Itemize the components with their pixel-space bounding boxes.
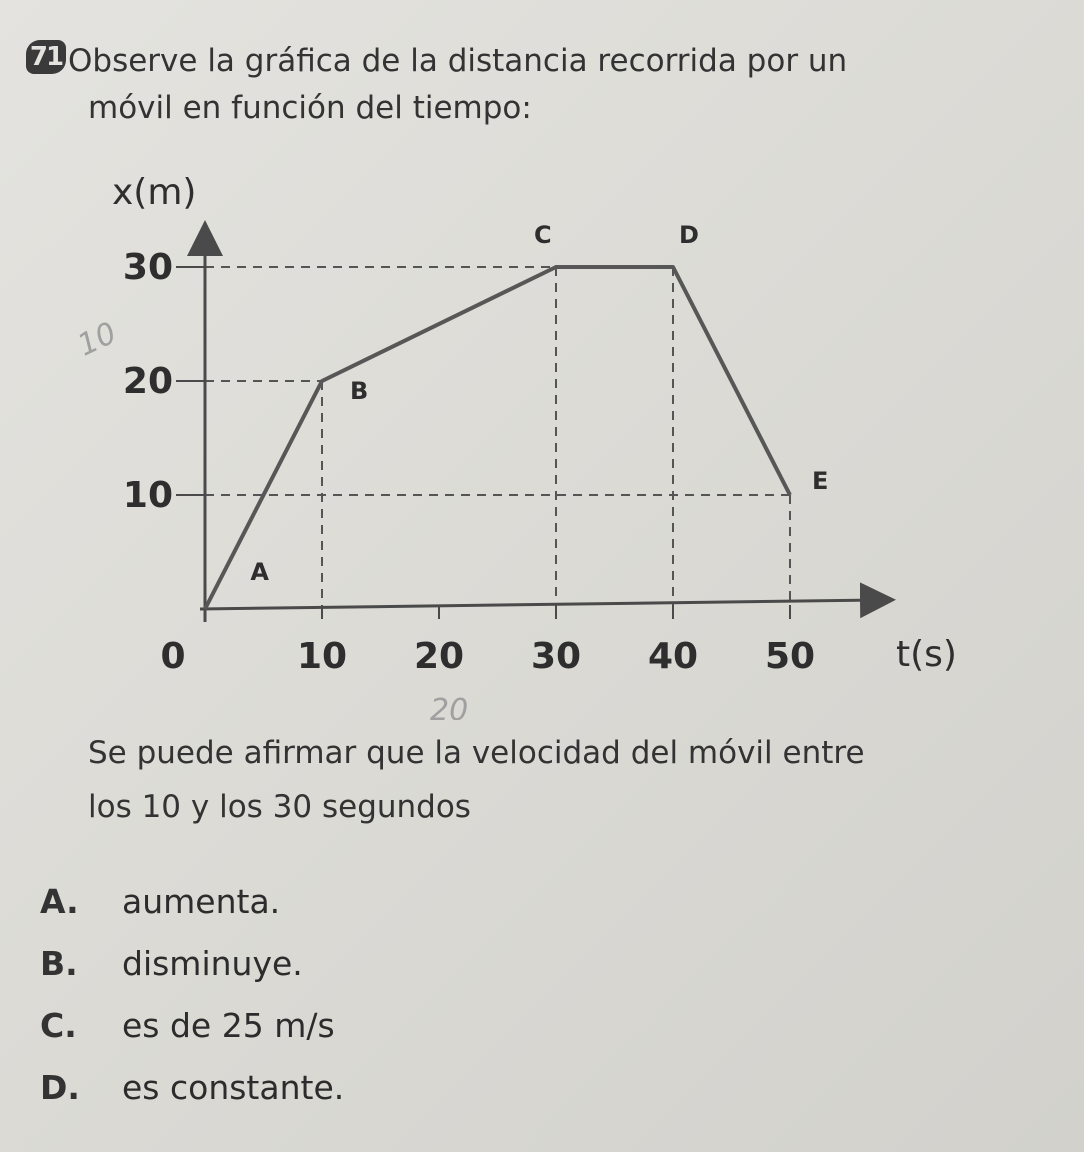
option-text: aumenta. [122, 882, 281, 921]
x-tick-label: 50 [764, 636, 816, 677]
y-axis-label: x(m) [112, 172, 197, 213]
x-tick-label: 20 [413, 636, 465, 677]
stem-line-2: móvil en función del tiempo: [88, 90, 532, 126]
question-stem [68, 38, 1058, 132]
option-letter: B. [40, 944, 78, 983]
option-letter: A. [40, 882, 79, 921]
distance-time-graph [0, 160, 1084, 720]
option-text: es constante. [122, 1068, 345, 1107]
option-a[interactable] [40, 882, 640, 921]
x-axis-label: t(s) [896, 634, 957, 675]
x-tick-label: 0 [160, 636, 186, 677]
option-b[interactable] [40, 944, 640, 983]
option-letter: C. [40, 1006, 77, 1045]
y-tick-label: 20 [122, 361, 173, 402]
distance-series-line [205, 267, 790, 609]
point-label-c: C [534, 221, 552, 249]
question-number: 71 [26, 40, 66, 74]
handwritten-note-left: 10 [72, 315, 122, 364]
point-label-d: D [679, 221, 699, 249]
point-label-b: B [350, 377, 369, 405]
option-text: disminuye. [122, 944, 303, 983]
option-text: es de 25 m/s [122, 1006, 335, 1045]
option-c[interactable] [40, 1006, 640, 1045]
stem-line-1: Observe la gráfica de la distancia recorrida por un [68, 43, 848, 79]
y-tick-label: 10 [122, 475, 173, 516]
question-prompt [88, 726, 1068, 834]
point-label-a: A [250, 558, 269, 587]
prompt-line-1: Se puede afirmar que la velocidad del móvil entre [88, 735, 865, 771]
prompt-line-2: los 10 y los 30 segundos [88, 789, 471, 825]
y-tick-label: 30 [122, 247, 173, 288]
x-tick-label: 40 [647, 636, 699, 677]
option-letter: D. [40, 1068, 80, 1107]
x-tick-label: 10 [296, 636, 348, 677]
option-d[interactable] [40, 1068, 640, 1107]
point-label-e: E [812, 467, 829, 495]
handwritten-note-bottom: 20 [430, 693, 469, 720]
x-tick-label: 30 [530, 636, 582, 677]
x-axis [200, 600, 878, 609]
